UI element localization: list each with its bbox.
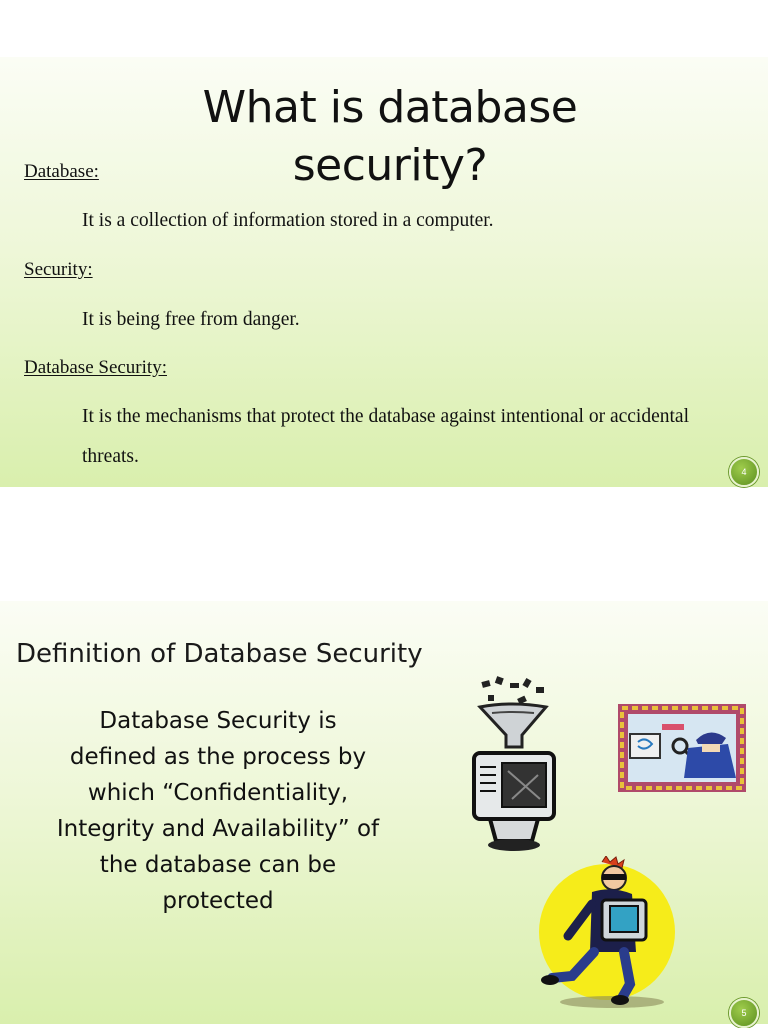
term-security: Security: bbox=[24, 259, 93, 280]
body-line: Integrity and Availability” of bbox=[56, 816, 380, 842]
slide-5 bbox=[0, 601, 768, 1024]
slide-title: Definition of Database Security bbox=[16, 639, 423, 669]
body-line: Database Security is bbox=[99, 708, 337, 734]
computer-funnel-clipart bbox=[462, 675, 562, 853]
page-number-badge: 4 bbox=[729, 457, 759, 487]
spy-stamp-clipart bbox=[618, 704, 746, 792]
definition-security: It is being free from danger. bbox=[82, 309, 300, 330]
term-database-security: Database Security: bbox=[24, 357, 167, 378]
definition-database-security: It is the mechanisms that protect the database against intentional or accidental threats. bbox=[82, 406, 689, 467]
page-number-badge: 5 bbox=[729, 998, 759, 1028]
body-line: protected bbox=[162, 888, 274, 914]
slide-4 bbox=[0, 57, 768, 487]
body-line: the database can be bbox=[99, 852, 337, 878]
term-database: Database: bbox=[24, 161, 99, 182]
definition-database: It is a collection of information stored in a computer. bbox=[82, 210, 494, 231]
title-line-2: security? bbox=[292, 140, 488, 191]
definition-paragraph bbox=[18, 703, 418, 919]
title-line-1: What is database bbox=[202, 82, 578, 133]
body-line: which “Confidentiality, bbox=[87, 780, 349, 806]
slide-title bbox=[160, 79, 620, 195]
body-line: defined as the process by bbox=[69, 744, 367, 770]
thief-clipart bbox=[532, 856, 678, 1008]
